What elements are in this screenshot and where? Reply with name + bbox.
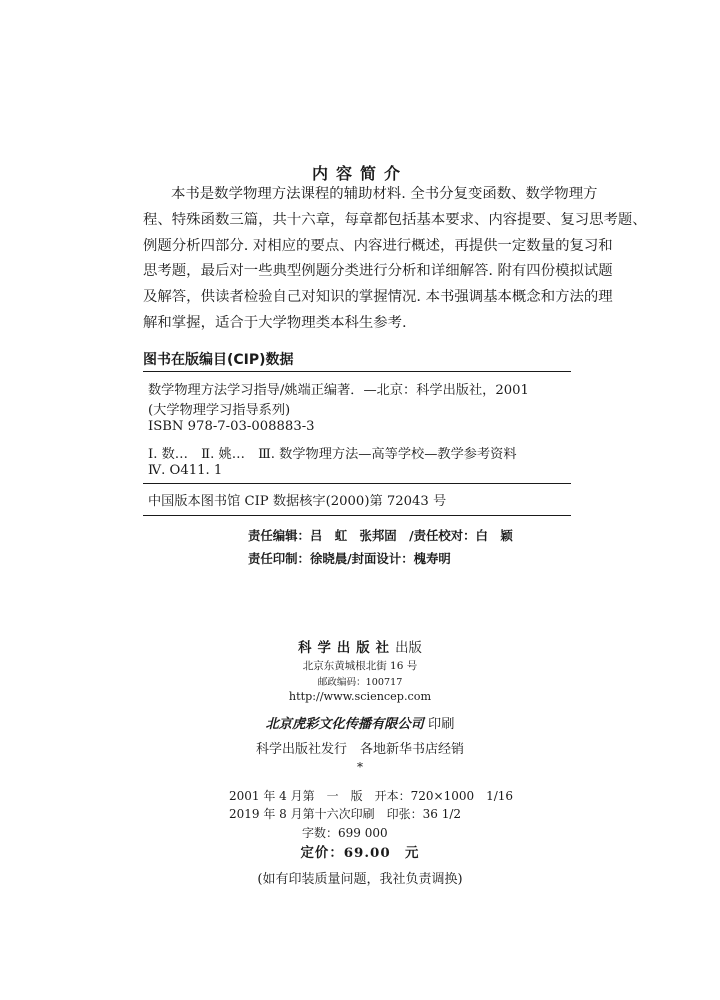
summary-title: 内容简介 [311,164,408,183]
quality-notice: (如有印装质量问题，我社负责调换) [257,872,463,887]
publisher-url: http://www.sciencep.com [288,690,432,703]
cip-main-entry: 数学物理方法学习指导/姚端正编著．—北京：科学出版社，2001 [148,383,529,398]
credits-editors: 责任编辑：吕 虹 张邦固 /责任校对：白 颖 [248,528,513,543]
cip-record: 中国版本图书馆 CIP 数据核字(2000)第 72043 号 [148,494,447,509]
publisher-address: 北京东黄城根北街 16 号 [302,660,418,672]
summary-line: 思考题，最后对一些典型例题分类进行分析和详细解答. 附有四份模拟试题 [143,263,613,280]
cip-heading: 图书在版编目(CIP)数据 [143,352,294,368]
spec-latest-printing: 2019 年 8 月第十六次印刷 印张：36 1/2 [229,807,462,821]
publisher-postcode: 邮政编码：100717 [317,677,403,688]
cip-subjects: Ⅰ. 数… Ⅱ. 姚… Ⅲ. 数学物理方法—高等学校—教学参考资料 [148,447,517,462]
distribution-line: 科学出版社发行 各地新华书店经销 [255,742,464,757]
divider [143,483,571,484]
cip-isbn: ISBN 978-7-03-008883-3 [148,419,315,434]
summary-line: 及解答，供读者检验自己对知识的掌握情况. 本书强调基本概念和方法的理 [143,289,613,306]
publisher-name: 科学出版社 [298,640,396,656]
divider [143,515,571,516]
separator-star: * [357,760,363,774]
cip-classification: Ⅳ. O411. 1 [148,463,223,478]
publisher-suffix: 出版 [395,641,422,656]
publisher-line [0,637,720,656]
printer-line [0,713,720,732]
summary-line: 解和掌握，适合于大学物理类本科生参考. [143,314,407,331]
cip-series: (大学物理学习指导系列) [148,403,291,418]
printer-suffix: 印刷 [428,717,455,732]
price: 定价：69.00 元 [300,845,420,861]
divider [143,371,571,372]
printer-name: 北京虎彩文化传播有限公司 [265,717,424,732]
credits-printing: 责任印制：徐晓晨/封面设计：槐寿明 [248,551,451,566]
summary-line: 例题分析四部分. 对相应的要点、内容进行概述，再提供一定数量的复习和 [143,237,613,254]
spec-word-count: 字数：699 000 [302,826,388,840]
summary-line: 程、特殊函数三篇，共十六章，每章都包括基本要求、内容提要、复习思考题、 [143,211,647,228]
spec-first-edition: 2001 年 4 月第 一 版 开本：720×1000 1/16 [229,789,514,803]
summary-body [143,182,647,337]
summary-line: 本书是数学物理方法课程的辅助材料. 全书分复变函数、数学物理方 [171,186,598,202]
